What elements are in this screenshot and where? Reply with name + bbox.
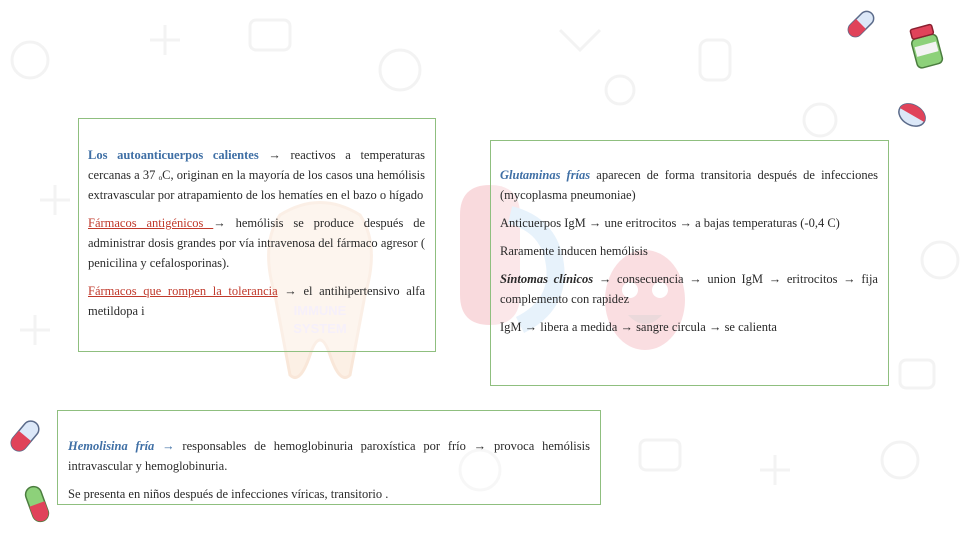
clinical-symptoms-text: → consecuencia → union IgM → eritrocitos → fija complemento con rapidez: [500, 272, 878, 306]
tolerance-drugs-paragraph: [88, 281, 425, 321]
warm-autoantibodies-box: [78, 118, 436, 352]
pill-bottle-icon: [905, 22, 949, 72]
antigenic-drugs-term: Fármacos antigénicos: [88, 216, 214, 230]
igm-antibodies-paragraph: Anticuerpos IgM → une eritrocitos → a bajas temperaturas (-0,4 C): [500, 216, 840, 230]
watermark-text-1: IMMUNE: [293, 303, 347, 318]
capsule-icon: [5, 418, 45, 454]
warm-autoantibodies-paragraph: [88, 145, 425, 205]
watermark-text-2: SYSTEM: [293, 321, 347, 336]
cold-agglutinins-box: [490, 140, 889, 386]
cold-hemolysin-term: Hemolisina fría →: [68, 439, 175, 453]
rare-hemolysis-paragraph: Raramente inducen hemólisis: [500, 244, 648, 258]
clinical-symptoms-paragraph: [500, 269, 878, 309]
capsule-icon: [895, 100, 929, 130]
antigenic-drugs-text: → hemólisis se produce después de administrar dosis grandes por vía intravenosa del fármaco agresor ( penicilina y cefalosporinas).: [88, 216, 425, 270]
capsule-icon: [20, 484, 54, 524]
cold-hemolysin-paragraph: [68, 436, 590, 476]
cold-agglutinins-text: aparecen de forma transitoria después de infecciones (mycoplasma pneumoniae): [500, 168, 878, 202]
cold-hemolysin-box: [57, 410, 601, 505]
tolerance-drugs-term: Fármacos que rompen la tolerancia: [88, 284, 278, 298]
antigenic-drugs-paragraph: [88, 213, 425, 273]
igm-release-paragraph: IgM → libera a medida → sangre circula → se calienta: [500, 320, 777, 334]
cold-agglutinins-term: Glutaminas frías: [500, 168, 591, 182]
children-paragraph: Se presenta en niños después de infecciones víricas, transitorio .: [68, 487, 389, 501]
capsule-icon: [845, 8, 877, 40]
warm-autoantibodies-text: → reactivos a temperaturas cercanas a 37 ₒC, originan en la mayoría de los casos una hemólisis extravascular por atrapamiento de los hematíes en el bazo o hígado: [88, 148, 425, 202]
clinical-symptoms-term: Síntomas clínicos: [500, 272, 594, 286]
warm-autoantibodies-term: Los autoanticuerpos calientes: [88, 148, 259, 162]
cold-agglutinins-paragraph: [500, 165, 878, 205]
tolerance-drugs-text: → el antihipertensivo alfa metildopa i: [88, 284, 425, 318]
cold-hemolysin-text: responsables de hemoglobinuria paroxística por frío → provoca hemólisis intravascular y hemoglobinuria.: [68, 439, 590, 473]
